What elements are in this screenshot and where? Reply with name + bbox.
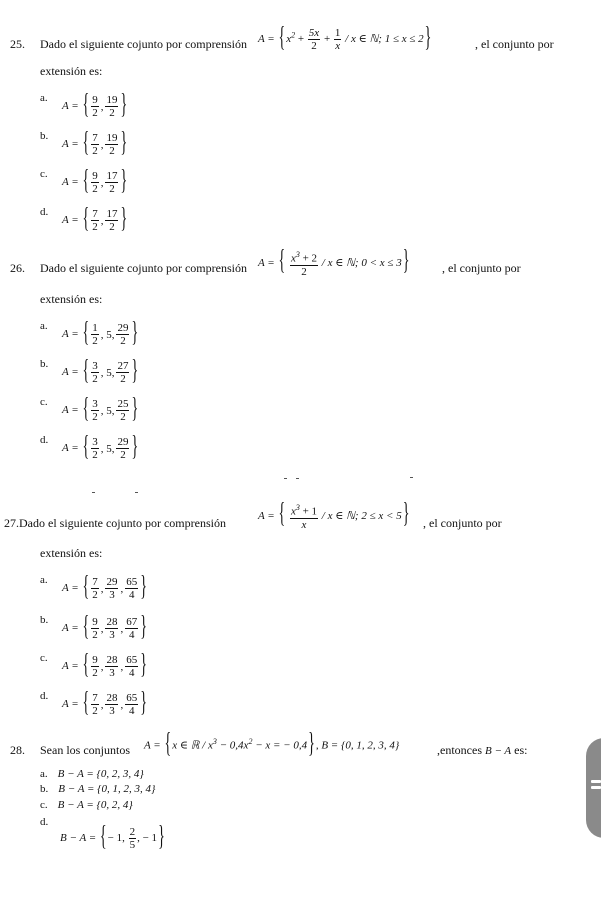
option-letter: a.: [40, 320, 48, 332]
q27-set-definition: A = { $\frac{x^3 + 1}{x}$ / x ∈ ℕ; 2 ≤ x < 5}: [258, 500, 410, 531]
option-expression: A = { $\frac{7}{2}$ , $\frac{29}{3}$ , $\frac{65}{4}$ }: [62, 572, 147, 603]
option-expression: B − A = {0, 1, 2, 3, 4}: [58, 783, 156, 795]
q27-header: [4, 516, 226, 531]
q25-number: 25.: [10, 37, 25, 51]
option-expression: A = { $\frac{9}{2}$ , $\frac{19}{2}$ }: [62, 90, 128, 121]
option-letter: a.: [40, 768, 48, 780]
option-letter: c.: [40, 396, 48, 408]
scan-mark: [410, 477, 413, 478]
q28-option-b[interactable]: [40, 781, 155, 796]
option-expression: A = { $\frac{9}{2}$ , $\frac{28}{3}$ , $\frac{67}{4}$ }: [62, 612, 147, 643]
option-expression: B − A = {0, 2, 4}: [57, 799, 133, 811]
side-panel-handle[interactable]: [586, 738, 601, 838]
q26-tail: , el conjunto por: [442, 261, 521, 275]
q27-prompt: Dado el siguiente cojunto por comprensión: [19, 516, 226, 530]
scan-mark: [135, 492, 138, 493]
q27-number: 27.: [4, 516, 19, 530]
option-expression: B − A = {0, 2, 3, 4}: [57, 768, 144, 780]
option-letter: b.: [40, 614, 49, 626]
option-expression: A = { $\frac{3}{2}$ , 5, $\frac{29}{2}$ }: [62, 432, 139, 463]
q28-option-c[interactable]: [40, 797, 133, 812]
q26-fraction: $\frac{x^3 + 2}{2}$: [290, 250, 318, 278]
scan-mark: [296, 478, 299, 479]
q27-fraction: $\frac{x^3 + 1}{x}$: [290, 503, 318, 531]
q25-set-definition: $A = \{x^2$ + $\frac{5x}{2}$ + $\frac{1}{x}$ / x ∈ ℕ; 1 ≤ x ≤ 2}: [258, 23, 432, 54]
option-letter: a.: [40, 92, 48, 104]
option-expression: A = { $\frac{7}{2}$ , $\frac{17}{2}$ }: [62, 204, 128, 235]
q27-tail2: extensión es:: [40, 546, 103, 560]
handle-line-icon: [591, 780, 601, 783]
q28-tail: ,entonces B − A es:: [437, 743, 528, 757]
scan-mark: [284, 478, 287, 479]
q25-fraction-2: $\frac{1}{x}$: [334, 27, 341, 52]
option-expression: A = { $\frac{3}{2}$ , 5, $\frac{27}{2}$ }: [62, 356, 139, 387]
q26-set-definition: A = { $\frac{x^3 + 2}{2}$ / x ∈ ℕ; 0 < x ≤ 3}: [258, 247, 410, 278]
option-expression: A = { $\frac{7}{2}$ , $\frac{28}{3}$ , $\frac{65}{4}$ }: [62, 688, 147, 719]
option-expression: A = { $\frac{7}{2}$ , $\frac{19}{2}$ }: [62, 128, 128, 159]
option-letter: d.: [40, 690, 49, 702]
option-letter: d.: [40, 206, 49, 218]
scan-mark: [92, 492, 95, 493]
option-expression: A = { $\frac{1}{2}$ , 5, $\frac{29}{2}$ }: [62, 318, 139, 349]
option-expression: A = { $\frac{9}{2}$ , $\frac{28}{3}$ , $\frac{65}{4}$ }: [62, 650, 147, 681]
q28-set-definition: A = {x ∈ ℝ / $x^3 - 0,4x^2 - x$ = − 0,4}, B = {0, 1, 2, 3, 4}: [144, 730, 400, 761]
q28-option-a[interactable]: [40, 766, 144, 781]
option-letter: b.: [40, 783, 49, 795]
option-letter: b.: [40, 358, 49, 370]
option-letter: d.: [40, 434, 49, 446]
q25-prompt: Dado el siguiente cojunto por comprensión: [40, 37, 247, 51]
q28-number: 28.: [10, 743, 25, 757]
option-expression: A = { $\frac{3}{2}$ , 5, $\frac{25}{2}$ }: [62, 394, 139, 425]
option-letter: c.: [40, 168, 48, 180]
q26-tail2: extensión es:: [40, 292, 103, 306]
q25-fraction-1: $\frac{5x}{2}$: [308, 27, 320, 52]
option-letter: a.: [40, 574, 48, 586]
handle-line-icon: [591, 786, 601, 789]
q25-tail: , el conjunto por: [475, 37, 554, 51]
option-letter: c.: [40, 652, 48, 664]
option-letter: c.: [40, 799, 48, 811]
q28-prompt: Sean los conjuntos: [40, 743, 130, 757]
q25-tail2: extensión es:: [40, 64, 103, 78]
option-letter: b.: [40, 130, 49, 142]
option-expression: A = { $\frac{9}{2}$ , $\frac{17}{2}$ }: [62, 166, 128, 197]
q26-number: 26.: [10, 261, 25, 275]
q25-header: [10, 37, 25, 52]
q26-prompt: Dado el siguiente cojunto por comprensión: [40, 261, 247, 275]
q27-tail: , el conjunto por: [423, 516, 502, 530]
